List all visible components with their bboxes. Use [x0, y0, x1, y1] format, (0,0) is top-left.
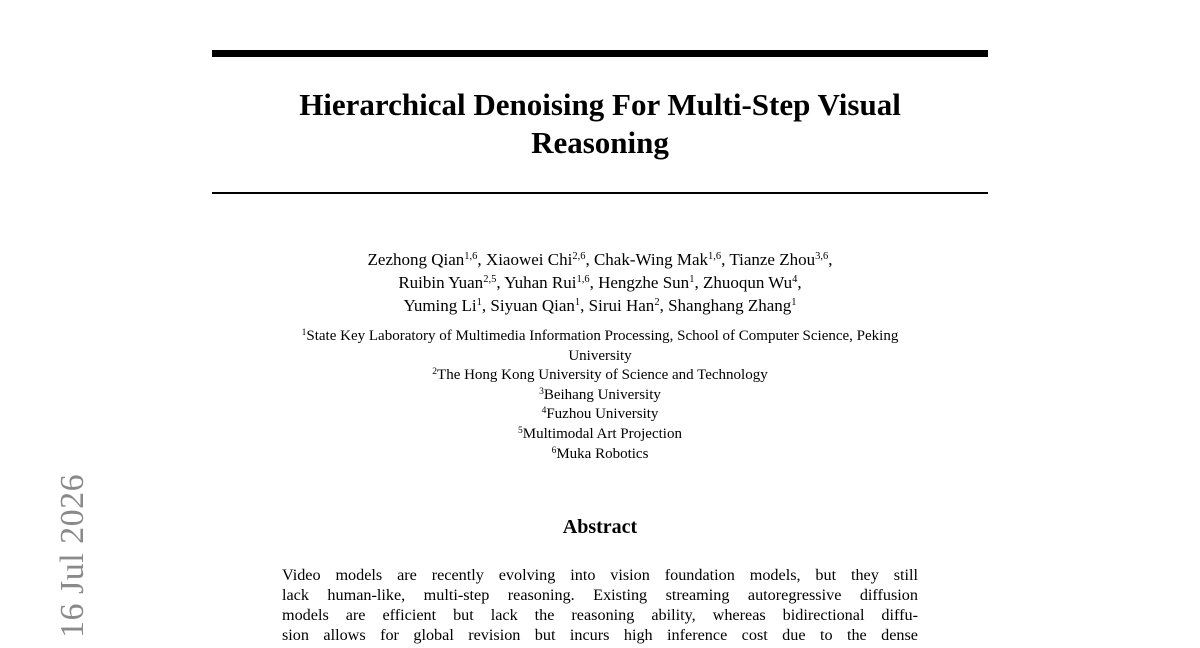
affiliation-text: Fuzhou University — [546, 406, 659, 423]
author-separator: , — [589, 273, 599, 292]
affiliation-list — [212, 327, 988, 464]
abstract-line: Video models are recently evolving into vision foundation models, but they still — [282, 566, 918, 584]
author-affil-sup: 1 — [574, 297, 581, 308]
author-separator: , — [694, 273, 703, 292]
author-name: Zhuoqun Wu — [702, 273, 793, 292]
abstract-body — [282, 565, 918, 645]
affiliation-continuation: University — [568, 347, 632, 364]
author-line — [212, 248, 988, 271]
author-affil-sup: 2 — [654, 297, 660, 308]
affiliation-item — [212, 366, 988, 386]
affiliation-sup: 1 — [301, 328, 307, 338]
author-affil-sup: 4 — [792, 274, 798, 285]
author-separator: , — [496, 273, 505, 292]
author-separator: , — [580, 296, 589, 315]
abstract-line: lack human-like, multi-step reasoning. Existing streaming autoregressive diffusion — [282, 586, 918, 604]
affiliation-text: Muka Robotics — [556, 445, 649, 462]
paper-title — [212, 86, 988, 162]
author-separator: , — [797, 273, 802, 292]
author-separator: , — [659, 296, 669, 315]
author-affil-sup: 3,6 — [815, 251, 829, 262]
author-affil-sup: 1 — [791, 297, 797, 308]
title-rule-top — [212, 50, 988, 57]
author-separator: , — [828, 250, 833, 269]
author-affil-sup: 2,5 — [483, 274, 497, 285]
affiliation-text: Multimodal Art Projection — [522, 425, 682, 442]
author-name: Yuming Li — [403, 296, 477, 315]
author-line — [212, 294, 988, 317]
affiliation-sup: 2 — [432, 367, 438, 378]
author-name: Shanghang Zhang — [668, 296, 792, 315]
affiliation-sup: 6 — [551, 445, 557, 456]
abstract-line: sion allows for global revision but incurs high inference cost due to the dense — [282, 626, 918, 644]
author-name: Tianze Zhou — [729, 250, 816, 269]
affiliation-sup: 4 — [541, 406, 547, 417]
affiliation-item — [212, 327, 988, 347]
author-list — [212, 248, 988, 317]
abstract-line: models are efficient but lack the reasoning ability, whereas bidirectional diffu- — [282, 606, 918, 624]
author-affil-sup: 1,6 — [576, 274, 590, 285]
author-name: Siyuan Qian — [490, 296, 575, 315]
author-separator: , — [477, 250, 486, 269]
author-line — [212, 271, 988, 294]
abstract-heading: Abstract — [562, 516, 638, 538]
arxiv-side-stamp: 16 Jul 2026 — [54, 473, 91, 638]
author-separator: , — [481, 296, 491, 315]
paper-title-line-1: Hierarchical Denoising For Multi-Step Visual — [299, 87, 901, 122]
affiliation-item — [212, 386, 988, 406]
author-name: Hengzhe Sun — [598, 273, 690, 292]
author-separator: , — [585, 250, 594, 269]
author-affil-sup: 1 — [689, 274, 695, 285]
affiliation-item — [212, 445, 988, 465]
author-name: Xiaowei Chi — [485, 250, 573, 269]
author-affil-sup: 1 — [476, 297, 482, 308]
author-name: Sirui Han — [588, 296, 655, 315]
author-affil-sup: 2,6 — [572, 251, 586, 262]
author-separator: , — [721, 250, 730, 269]
author-name: Chak-Wing Mak — [593, 250, 708, 269]
author-affil-sup: 1,6 — [708, 251, 722, 262]
author-name: Yuhan Rui — [504, 273, 577, 292]
author-affil-sup: 1,6 — [464, 251, 478, 262]
title-rule-bottom — [212, 192, 988, 194]
affiliation-text: The Hong Kong University of Science and Technology — [437, 367, 768, 384]
paper-title-line-2: Reasoning — [531, 125, 669, 160]
author-name: Ruibin Yuan — [398, 273, 484, 292]
affiliation-text: State Key Laboratory of Multimedia Information Processing, School of Computer Science, Peking — [306, 328, 899, 344]
affiliation-sup: 5 — [518, 425, 523, 436]
affiliation-sup: 3 — [539, 386, 544, 397]
affiliation-item — [212, 425, 988, 445]
affiliation-text: Beihang University — [543, 386, 661, 403]
author-name: Zezhong Qian — [367, 250, 465, 269]
affiliation-item — [212, 405, 988, 425]
